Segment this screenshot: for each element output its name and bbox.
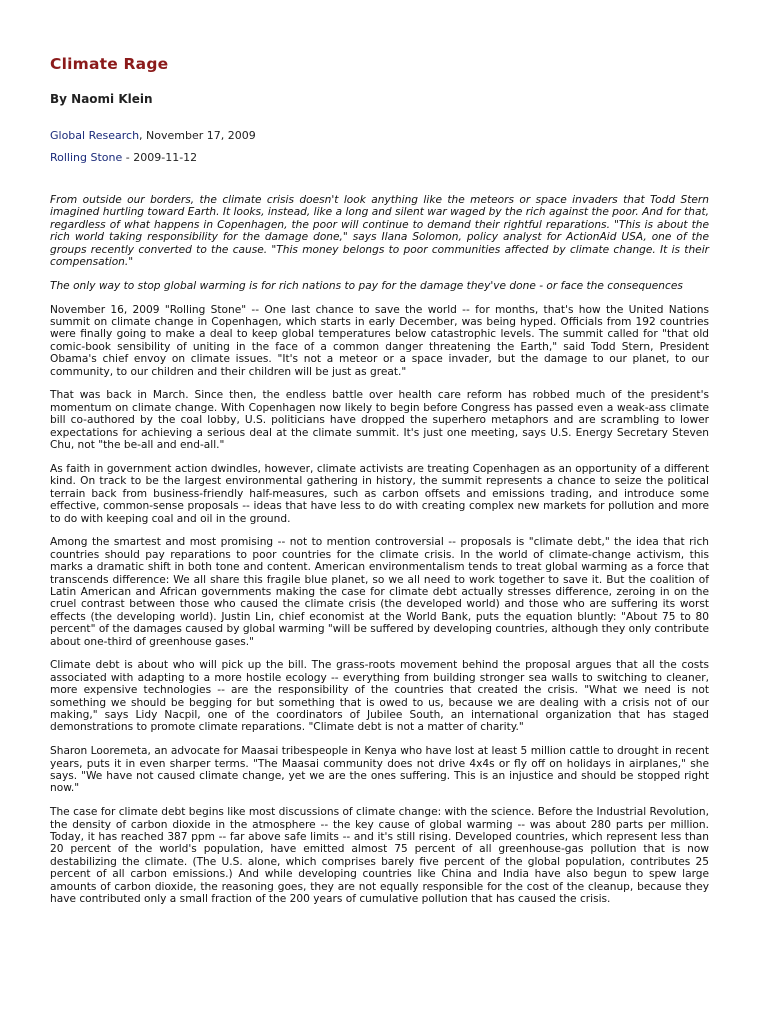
body-paragraph: As faith in government action dwindles, however, climate activists are treating Copenhagen as an opportunity of a different kind. On track to be the largest environmental gathering in history, the summit represents a chance to seize the political terrain back from business-friendly half-measures, such as carbon offsets and emissions trading, and introduce some effective, common-sense proposals -- ideas that have less to do with creating complex new markets for pollution and more to do with keeping coal and oil in the ground. [50,462,709,525]
rolling-stone-link[interactable]: Rolling Stone [50,151,123,164]
article-body [50,194,709,917]
body-paragraph: November 16, 2009 "Rolling Stone" -- One last chance to save the world -- for months, that's how the United Nations summit on climate change in Copenhagen, which starts in early December, was being hyped. Officials from 192 countries were finally going to make a deal to keep global temperatures below catastrophic levels. The summit called for "that old comic-book sensibility of uniting in the face of a common danger threatening the Earth," said Todd Stern, President Obama's chief envoy on climate issues. "It's not a meteor or a space invader, but the damage to our planet, to our community, to our children and their children will be just as great." [50,303,709,378]
article-intro: From outside our borders, the climate crisis doesn't look anything like the meteors or space invaders that Todd Stern imagined hurtling toward Earth. It looks, instead, like a long and silent war waged by the rich against the poor. And for that, regardless of what happens in Copenhagen, the poor will continue to demand their rightful reparations. "This is about the rich world taking responsibility for the damage done," says Ilana Solomon, policy analyst for ActionAid USA, one of the groups recently converted to the cause. "This money belongs to poor communities affected by climate change. It is their compensation." [50,194,709,269]
article-byline: By Naomi Klein [50,92,153,106]
article-subhead: The only way to stop global warming is for rich nations to pay for the damage they've done - or face the consequences [50,279,683,292]
article-title: Climate Rage [50,55,169,73]
source-date: - 2009-11-12 [122,151,198,164]
source-line-rolling-stone [50,151,197,164]
global-research-link[interactable]: Global Research [50,129,140,142]
body-paragraph: Climate debt is about who will pick up the bill. The grass-roots movement behind the proposal argues that all the costs associated with adapting to a more hostile ecology -- everything from building stronger sea walls to switching to cleaner, more expensive technologies -- are the responsibility of the countries that created the crisis. "What we need is not something we should be begging for but something that is owed to us, because we are dealing with a crisis not of our making," says Lidy Nacpil, one of the coordinators of Jubilee South, an international organization that has staged demonstrations to promote climate reparations. "Climate debt is not a matter of charity." [50,659,709,734]
body-paragraph: Sharon Looremeta, an advocate for Maasai tribespeople in Kenya who have lost at least 5 million cattle to drought in recent years, puts it in even sharper terms. "The Maasai community does not drive 4x4s or fly off on holidays in airplanes," she says. "We have not caused climate change, yet we are the ones suffering. This is an injustice and should be stopped right now." [50,745,709,795]
body-paragraph: Among the smartest and most promising -- not to mention controversial -- proposals is "climate debt," the idea that rich countries should pay reparations to poor countries for the climate crisis. In the world of climate-change activism, this marks a dramatic shift in both tone and content. American environmentalism tends to treat global warming as a force that transcends difference: We all share this fragile blue planet, so we all need to work together to save it. But the coalition of Latin American and African governments making the case for climate debt actually stresses difference, zeroing in on the cruel contrast between those who caused the climate crisis (the developed world) and those who are suffering its worst effects (the developing world). Justin Lin, chief economist at the World Bank, puts the equation bluntly: "About 75 to 80 percent" of the damages caused by global warming "will be suffered by developing countries, although they only contribute about one-third of greenhouse gases." [50,536,709,648]
source-line-global-research [50,129,256,142]
body-paragraph: That was back in March. Since then, the endless battle over health care reform has robbed much of the president's momentum on climate change. With Copenhagen now likely to begin before Congress has passed even a weak-ass climate bill co-authored by the coal lobby, U.S. politicians have dropped the superhero metaphors and are scrambling to lower expectations for achieving a serious deal at the climate summit. It's just one meeting, says U.S. Energy Secretary Steven Chu, not "the be-all and end-all." [50,389,709,452]
source-date: , November 17, 2009 [139,129,256,142]
body-paragraph: The case for climate debt begins like most discussions of climate change: with the science. Before the Industrial Revolution, the density of carbon dioxide in the atmosphere -- the key cause of global warming -- was about 280 parts per million. Today, it has reached 387 ppm -- far above safe limits -- and it's still rising. Developed countries, which represent less than 20 percent of the world's population, have emitted almost 75 percent of all greenhouse-gas pollution that is now destabilizing the climate. (The U.S. alone, which comprises barely five percent of the global population, contributes 25 percent of all carbon emissions.) And while developing countries like China and India have also begun to spew large amounts of carbon dioxide, the reasoning goes, they are not equally responsible for the cost of the cleanup, because they have contributed only a small fraction of the 200 years of cumulative pollution that has caused the crisis. [50,806,709,906]
